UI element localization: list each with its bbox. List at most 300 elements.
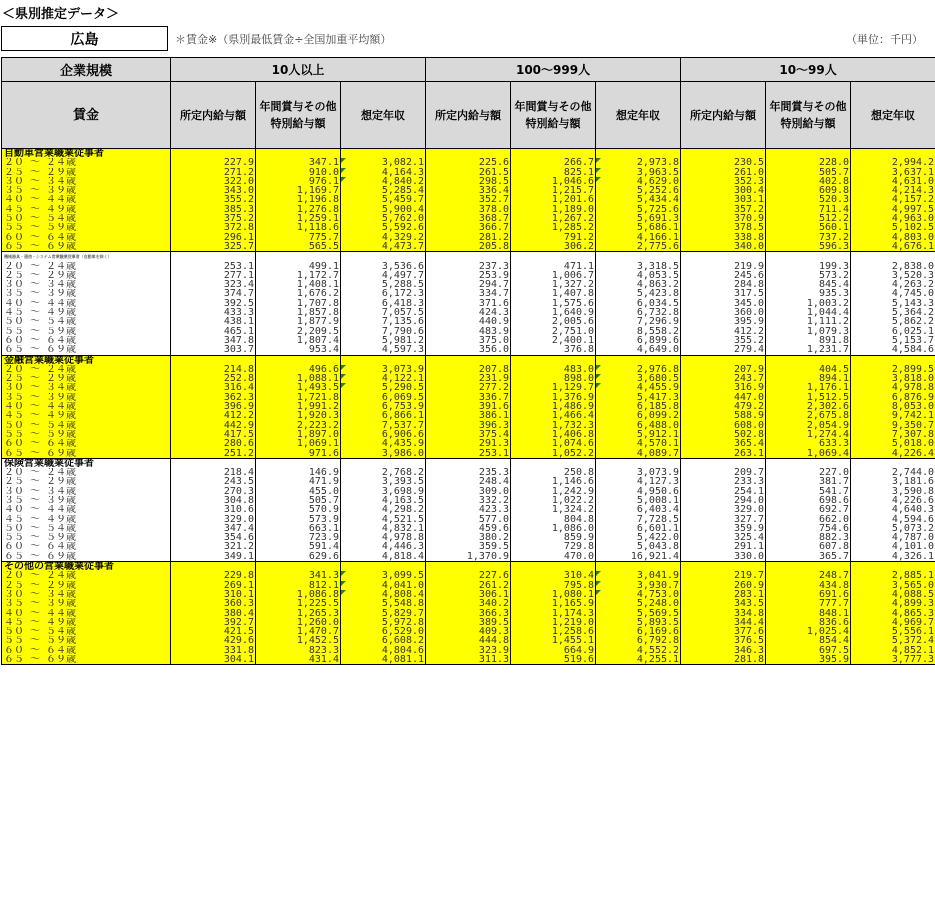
value-cell: 5,725.6 bbox=[596, 205, 681, 214]
empty-cell bbox=[596, 149, 681, 159]
value-cell: 1,807.4 bbox=[256, 336, 341, 345]
value-cell: 438.1 bbox=[171, 317, 256, 326]
value-cell: 1,455.1 bbox=[511, 636, 596, 645]
value-cell: 4,053.5 bbox=[596, 271, 681, 280]
value-cell: 375.2 bbox=[171, 214, 256, 223]
value-cell: 316.4 bbox=[171, 383, 256, 392]
value-cell: 697.5 bbox=[766, 646, 851, 655]
value-cell: 6,488.0 bbox=[596, 421, 681, 430]
empty-cell bbox=[171, 458, 256, 468]
region-selector[interactable]: 広島 bbox=[1, 26, 168, 51]
value-cell: 6,025.1 bbox=[851, 327, 935, 336]
table-row bbox=[2, 317, 935, 326]
group-header-row bbox=[2, 355, 935, 365]
value-cell: 2,209.5 bbox=[256, 327, 341, 336]
age-band-label: ４５ ～ ４９歳 bbox=[2, 205, 171, 214]
value-cell: 346.3 bbox=[681, 646, 766, 655]
value-cell: 281.2 bbox=[426, 233, 511, 242]
table-row bbox=[2, 271, 935, 280]
value-cell: 691.6 bbox=[766, 590, 851, 599]
value-cell: 4,081.1 bbox=[341, 655, 426, 665]
empty-cell bbox=[596, 562, 681, 572]
value-cell: 5,862.2 bbox=[851, 317, 935, 326]
age-band-label: ６０ ～ ６４歳 bbox=[2, 646, 171, 655]
value-cell: 253.1 bbox=[426, 449, 511, 459]
value-cell: 3,963.5 bbox=[596, 168, 681, 177]
table-body bbox=[2, 149, 935, 665]
value-cell: 812.1 bbox=[256, 581, 341, 590]
value-cell: 5,290.5 bbox=[341, 383, 426, 392]
value-cell: 340.0 bbox=[681, 242, 766, 252]
size-header-10plus: 10人以上 bbox=[171, 58, 426, 82]
table-row bbox=[2, 411, 935, 420]
table-row bbox=[2, 365, 935, 374]
value-cell: 3,099.5 bbox=[341, 571, 426, 580]
value-cell: 227.6 bbox=[426, 571, 511, 580]
age-band-label: ５５ ～ ５９歳 bbox=[2, 430, 171, 439]
value-cell: 1,640.9 bbox=[511, 308, 596, 317]
age-band-label: ２０ ～ ２４歳 bbox=[2, 365, 171, 374]
value-cell: 331.8 bbox=[171, 646, 256, 655]
value-cell: 5,102.5 bbox=[851, 223, 935, 232]
value-cell: 4,127.3 bbox=[596, 477, 681, 486]
value-cell: 378.5 bbox=[681, 223, 766, 232]
value-cell: 412.2 bbox=[171, 411, 256, 420]
empty-cell bbox=[851, 252, 935, 262]
value-cell: 471.1 bbox=[511, 262, 596, 271]
col-header-annual-income: 想定年収 bbox=[851, 82, 935, 149]
table-row bbox=[2, 599, 935, 608]
value-cell: 366.7 bbox=[426, 223, 511, 232]
age-band-label: ３５ ～ ３９歳 bbox=[2, 599, 171, 608]
value-cell: 1,493.5 bbox=[256, 383, 341, 392]
empty-cell bbox=[426, 562, 511, 572]
value-cell: 1,046.6 bbox=[511, 177, 596, 186]
value-cell: 1,176.1 bbox=[766, 383, 851, 392]
value-cell: 5,364.2 bbox=[851, 308, 935, 317]
value-cell: 417.5 bbox=[171, 430, 256, 439]
age-band-label: ５５ ～ ５９歳 bbox=[2, 327, 171, 336]
value-cell: 1,327.2 bbox=[511, 280, 596, 289]
value-cell: 291.1 bbox=[681, 542, 766, 551]
empty-cell bbox=[681, 562, 766, 572]
table-row bbox=[2, 374, 935, 383]
table-row bbox=[2, 552, 935, 562]
value-cell: 483.0 bbox=[511, 365, 596, 374]
empty-cell bbox=[256, 458, 341, 468]
value-cell: 2,994.2 bbox=[851, 158, 935, 167]
empty-cell bbox=[596, 252, 681, 262]
value-cell: 360.0 bbox=[681, 308, 766, 317]
value-cell: 396.3 bbox=[426, 421, 511, 430]
value-cell: 854.4 bbox=[766, 636, 851, 645]
value-cell: 380.2 bbox=[426, 533, 511, 542]
value-cell: 1,260.0 bbox=[256, 618, 341, 627]
value-cell: 2,885.1 bbox=[851, 571, 935, 580]
empty-cell bbox=[596, 355, 681, 365]
value-cell: 5,422.0 bbox=[596, 533, 681, 542]
value-cell: 7,537.7 bbox=[341, 421, 426, 430]
value-cell: 935.3 bbox=[766, 289, 851, 298]
value-cell: 252.8 bbox=[171, 374, 256, 383]
value-cell: 254.1 bbox=[681, 487, 766, 496]
age-band-label: ５５ ～ ５９歳 bbox=[2, 636, 171, 645]
group-title: その他の営業職業従事者 bbox=[2, 562, 171, 572]
value-cell: 6,732.8 bbox=[596, 308, 681, 317]
value-cell: 3,680.5 bbox=[596, 374, 681, 383]
value-cell: 3,637.1 bbox=[851, 168, 935, 177]
value-cell: 6,866.1 bbox=[341, 411, 426, 420]
value-cell: 372.8 bbox=[171, 223, 256, 232]
value-cell: 4,263.2 bbox=[851, 280, 935, 289]
empty-cell bbox=[511, 149, 596, 159]
table-row bbox=[2, 505, 935, 514]
table-row bbox=[2, 383, 935, 392]
value-cell: 5,829.7 bbox=[341, 609, 426, 618]
value-cell: 1,258.6 bbox=[511, 627, 596, 636]
empty-cell bbox=[171, 149, 256, 159]
age-band-label: ４０ ～ ４４歳 bbox=[2, 505, 171, 514]
size-header-100-999: 100～999人 bbox=[426, 58, 681, 82]
value-cell: 392.7 bbox=[171, 618, 256, 627]
value-cell: 9,350.7 bbox=[851, 421, 935, 430]
value-cell: 664.9 bbox=[511, 646, 596, 655]
value-cell: 356.0 bbox=[426, 345, 511, 355]
value-cell: 1,267.2 bbox=[511, 214, 596, 223]
value-cell: 3,698.9 bbox=[341, 487, 426, 496]
table-row bbox=[2, 299, 935, 308]
value-cell: 6,069.5 bbox=[341, 393, 426, 402]
age-band-label: ６５ ～ ６９歳 bbox=[2, 655, 171, 665]
value-cell: 5,008.1 bbox=[596, 496, 681, 505]
value-cell: 4,122.1 bbox=[341, 374, 426, 383]
value-cell: 227.9 bbox=[171, 158, 256, 167]
value-cell: 6,169.6 bbox=[596, 627, 681, 636]
value-cell: 380.4 bbox=[171, 609, 256, 618]
age-band-label: ３５ ～ ３９歳 bbox=[2, 289, 171, 298]
value-cell: 2,400.1 bbox=[511, 336, 596, 345]
value-cell: 5,459.7 bbox=[341, 195, 426, 204]
value-cell: 300.4 bbox=[681, 186, 766, 195]
value-cell: 4,226.6 bbox=[851, 496, 935, 505]
value-cell: 3,818.0 bbox=[851, 374, 935, 383]
value-cell: 332.2 bbox=[426, 496, 511, 505]
value-cell: 4,863.2 bbox=[596, 280, 681, 289]
value-cell: 859.9 bbox=[511, 533, 596, 542]
value-cell: 245.6 bbox=[681, 271, 766, 280]
value-cell: 228.0 bbox=[766, 158, 851, 167]
value-cell: 1,189.0 bbox=[511, 205, 596, 214]
group-title: 機械器具・通信・システム営業職業従事者（自動車を除く） bbox=[2, 252, 171, 262]
value-cell: 304.8 bbox=[171, 496, 256, 505]
value-cell: 304.1 bbox=[171, 655, 256, 665]
value-cell: 395.9 bbox=[766, 655, 851, 665]
value-cell: 429.6 bbox=[171, 636, 256, 645]
value-cell: 7,728.5 bbox=[596, 515, 681, 524]
value-cell: 3,565.0 bbox=[851, 581, 935, 590]
value-cell: 424.3 bbox=[426, 308, 511, 317]
value-cell: 823.3 bbox=[256, 646, 341, 655]
age-band-label: ４５ ～ ４９歳 bbox=[2, 411, 171, 420]
value-cell: 5,548.8 bbox=[341, 599, 426, 608]
value-cell: 5,762.0 bbox=[341, 214, 426, 223]
empty-cell bbox=[511, 252, 596, 262]
value-cell: 310.6 bbox=[171, 505, 256, 514]
value-cell: 352.7 bbox=[426, 195, 511, 204]
age-band-label: ４５ ～ ４９歳 bbox=[2, 618, 171, 627]
value-cell: 520.3 bbox=[766, 195, 851, 204]
value-cell: 7,057.5 bbox=[341, 308, 426, 317]
unit-label: （単位：千円） bbox=[846, 33, 923, 46]
value-cell: 496.6 bbox=[256, 365, 341, 374]
empty-cell bbox=[596, 458, 681, 468]
value-cell: 5,691.3 bbox=[596, 214, 681, 223]
age-band-label: ５０ ～ ５４歳 bbox=[2, 317, 171, 326]
table-row bbox=[2, 168, 935, 177]
value-cell: 440.9 bbox=[426, 317, 511, 326]
group-header-row bbox=[2, 252, 935, 262]
col-header-base-pay: 所定内給与額 bbox=[426, 82, 511, 149]
empty-cell bbox=[766, 149, 851, 159]
age-band-label: ４０ ～ ４４歳 bbox=[2, 195, 171, 204]
empty-cell bbox=[341, 355, 426, 365]
value-cell: 1,022.2 bbox=[511, 496, 596, 505]
value-cell: 261.0 bbox=[681, 168, 766, 177]
table-row bbox=[2, 636, 935, 645]
value-cell: 334.8 bbox=[681, 609, 766, 618]
table-row bbox=[2, 609, 935, 618]
value-cell: 629.6 bbox=[256, 552, 341, 562]
table-row bbox=[2, 571, 935, 580]
value-cell: 4,584.6 bbox=[851, 345, 935, 355]
value-cell: 5,893.5 bbox=[596, 618, 681, 627]
value-cell: 227.0 bbox=[766, 468, 851, 477]
age-band-label: ５０ ～ ５４歳 bbox=[2, 627, 171, 636]
value-cell: 349.1 bbox=[171, 552, 256, 562]
value-cell: 309.0 bbox=[426, 487, 511, 496]
value-cell: 953.4 bbox=[256, 345, 341, 355]
value-cell: 218.4 bbox=[171, 468, 256, 477]
value-cell: 263.1 bbox=[681, 449, 766, 459]
value-cell: 1,169.7 bbox=[256, 186, 341, 195]
value-cell: 894.1 bbox=[766, 374, 851, 383]
table-row bbox=[2, 345, 935, 355]
value-cell: 1,276.8 bbox=[256, 205, 341, 214]
age-band-label: ６５ ～ ６９歳 bbox=[2, 449, 171, 459]
value-cell: 459.6 bbox=[426, 524, 511, 533]
age-band-label: ４０ ～ ４４歳 bbox=[2, 299, 171, 308]
value-cell: 359.9 bbox=[681, 524, 766, 533]
value-cell: 1,897.0 bbox=[256, 430, 341, 439]
value-cell: 2,899.5 bbox=[851, 365, 935, 374]
value-cell: 483.9 bbox=[426, 327, 511, 336]
value-cell: 310.4 bbox=[511, 571, 596, 580]
value-cell: 1,044.4 bbox=[766, 308, 851, 317]
value-cell: 4,088.5 bbox=[851, 590, 935, 599]
age-band-label: ６５ ～ ６９歳 bbox=[2, 552, 171, 562]
value-cell: 596.3 bbox=[766, 242, 851, 252]
value-cell: 374.7 bbox=[171, 289, 256, 298]
value-cell: 5,434.4 bbox=[596, 195, 681, 204]
value-cell: 283.1 bbox=[681, 590, 766, 599]
value-cell: 6,529.0 bbox=[341, 627, 426, 636]
value-cell: 4,997.5 bbox=[851, 205, 935, 214]
value-cell: 343.0 bbox=[171, 186, 256, 195]
value-cell: 321.2 bbox=[171, 542, 256, 551]
table-row bbox=[2, 393, 935, 402]
value-cell: 4,101.0 bbox=[851, 542, 935, 551]
age-band-label: ５０ ～ ５４歳 bbox=[2, 524, 171, 533]
value-cell: 1,172.7 bbox=[256, 271, 341, 280]
table-row bbox=[2, 524, 935, 533]
empty-cell bbox=[681, 252, 766, 262]
value-cell: 465.1 bbox=[171, 327, 256, 336]
value-cell: 235.3 bbox=[426, 468, 511, 477]
value-cell: 4,629.0 bbox=[596, 177, 681, 186]
age-band-label: ６０ ～ ６４歳 bbox=[2, 336, 171, 345]
value-cell: 6,792.8 bbox=[596, 636, 681, 645]
empty-cell bbox=[766, 562, 851, 572]
value-cell: 296.1 bbox=[171, 233, 256, 242]
value-cell: 971.6 bbox=[256, 449, 341, 459]
value-cell: 395.9 bbox=[681, 317, 766, 326]
value-cell: 1,732.3 bbox=[511, 421, 596, 430]
value-cell: 5,153.7 bbox=[851, 336, 935, 345]
value-cell: 1,376.9 bbox=[511, 393, 596, 402]
value-cell: 306.1 bbox=[426, 590, 511, 599]
value-cell: 499.1 bbox=[256, 262, 341, 271]
value-cell: 1,225.5 bbox=[256, 599, 341, 608]
value-cell: 347.8 bbox=[171, 336, 256, 345]
age-band-label: ２０ ～ ２４歳 bbox=[2, 158, 171, 167]
value-cell: 431.4 bbox=[256, 655, 341, 665]
value-cell: 261.2 bbox=[426, 581, 511, 590]
value-cell: 1,285.2 bbox=[511, 223, 596, 232]
value-cell: 541.7 bbox=[766, 487, 851, 496]
value-cell: 271.2 bbox=[171, 168, 256, 177]
value-cell: 243.7 bbox=[681, 374, 766, 383]
value-cell: 338.8 bbox=[681, 233, 766, 242]
age-band-label: ６０ ～ ６４歳 bbox=[2, 542, 171, 551]
value-cell: 1,086.8 bbox=[256, 590, 341, 599]
col-header-base-pay: 所定内給与額 bbox=[171, 82, 256, 149]
value-cell: 4,497.7 bbox=[341, 271, 426, 280]
value-cell: 6,608.2 bbox=[341, 636, 426, 645]
value-cell: 4,226.4 bbox=[851, 449, 935, 459]
value-cell: 4,753.0 bbox=[596, 590, 681, 599]
table-row bbox=[2, 308, 935, 317]
table-row bbox=[2, 233, 935, 242]
value-cell: 323.4 bbox=[171, 280, 256, 289]
value-cell: 1,991.2 bbox=[256, 402, 341, 411]
table-row bbox=[2, 205, 935, 214]
empty-cell bbox=[171, 562, 256, 572]
empty-cell bbox=[851, 562, 935, 572]
empty-cell bbox=[766, 355, 851, 365]
value-cell: 4,570.1 bbox=[596, 439, 681, 448]
value-cell: 737.2 bbox=[766, 233, 851, 242]
value-cell: 4,329.2 bbox=[341, 233, 426, 242]
value-cell: 5,592.6 bbox=[341, 223, 426, 232]
value-cell: 633.3 bbox=[766, 439, 851, 448]
value-cell: 434.8 bbox=[766, 581, 851, 590]
value-cell: 4,552.2 bbox=[596, 646, 681, 655]
value-cell: 341.3 bbox=[256, 571, 341, 580]
empty-cell bbox=[426, 458, 511, 468]
value-cell: 3,590.8 bbox=[851, 487, 935, 496]
age-band-label: ５５ ～ ５９歳 bbox=[2, 533, 171, 542]
value-cell: 306.2 bbox=[511, 242, 596, 252]
value-cell: 4,157.2 bbox=[851, 195, 935, 204]
value-cell: 231.9 bbox=[426, 374, 511, 383]
value-cell: 365.4 bbox=[681, 439, 766, 448]
col-header-base-pay: 所定内給与額 bbox=[681, 82, 766, 149]
group-header-row bbox=[2, 149, 935, 159]
value-cell: 1,676.2 bbox=[256, 289, 341, 298]
table-row bbox=[2, 449, 935, 459]
value-cell: 5,248.0 bbox=[596, 599, 681, 608]
table-row bbox=[2, 533, 935, 542]
value-cell: 146.9 bbox=[256, 468, 341, 477]
value-cell: 237.3 bbox=[426, 262, 511, 271]
value-cell: 357.2 bbox=[681, 205, 766, 214]
value-cell: 230.5 bbox=[681, 158, 766, 167]
table-row bbox=[2, 515, 935, 524]
value-cell: 6,753.9 bbox=[341, 402, 426, 411]
empty-cell bbox=[341, 149, 426, 159]
age-band-label: ４５ ～ ４９歳 bbox=[2, 308, 171, 317]
value-cell: 4,803.0 bbox=[851, 233, 935, 242]
age-band-label: ５０ ～ ５４歳 bbox=[2, 421, 171, 430]
table-row bbox=[2, 655, 935, 665]
value-cell: 4,166.1 bbox=[596, 233, 681, 242]
value-cell: 775.7 bbox=[256, 233, 341, 242]
wage-table bbox=[1, 57, 935, 665]
value-cell: 608.0 bbox=[681, 421, 766, 430]
table-row bbox=[2, 590, 935, 599]
value-cell: 2,973.8 bbox=[596, 158, 681, 167]
value-cell: 1,721.8 bbox=[256, 393, 341, 402]
value-cell: 4,435.9 bbox=[341, 439, 426, 448]
group-title: 金融営業職業従事者 bbox=[2, 355, 171, 365]
value-cell: 891.8 bbox=[766, 336, 851, 345]
value-cell: 4,950.6 bbox=[596, 487, 681, 496]
value-cell: 1,452.5 bbox=[256, 636, 341, 645]
value-cell: 4,631.0 bbox=[851, 177, 935, 186]
value-cell: 325.4 bbox=[681, 533, 766, 542]
size-header-10-99: 10～99人 bbox=[681, 58, 935, 82]
value-cell: 322.0 bbox=[171, 177, 256, 186]
value-cell: 836.6 bbox=[766, 618, 851, 627]
table-row bbox=[2, 177, 935, 186]
empty-cell bbox=[341, 252, 426, 262]
value-cell: 310.1 bbox=[171, 590, 256, 599]
value-cell: 1,079.3 bbox=[766, 327, 851, 336]
value-cell: 368.7 bbox=[426, 214, 511, 223]
empty-cell bbox=[256, 149, 341, 159]
value-cell: 5,900.4 bbox=[341, 205, 426, 214]
value-cell: 421.5 bbox=[171, 627, 256, 636]
value-cell: 519.6 bbox=[511, 655, 596, 665]
value-cell: 1,080.1 bbox=[511, 590, 596, 599]
value-cell: 3,536.6 bbox=[341, 262, 426, 271]
value-cell: 795.8 bbox=[511, 581, 596, 590]
value-cell: 261.5 bbox=[426, 168, 511, 177]
table-row bbox=[2, 646, 935, 655]
empty-cell bbox=[851, 149, 935, 159]
value-cell: 470.0 bbox=[511, 552, 596, 562]
value-cell: 1,219.0 bbox=[511, 618, 596, 627]
